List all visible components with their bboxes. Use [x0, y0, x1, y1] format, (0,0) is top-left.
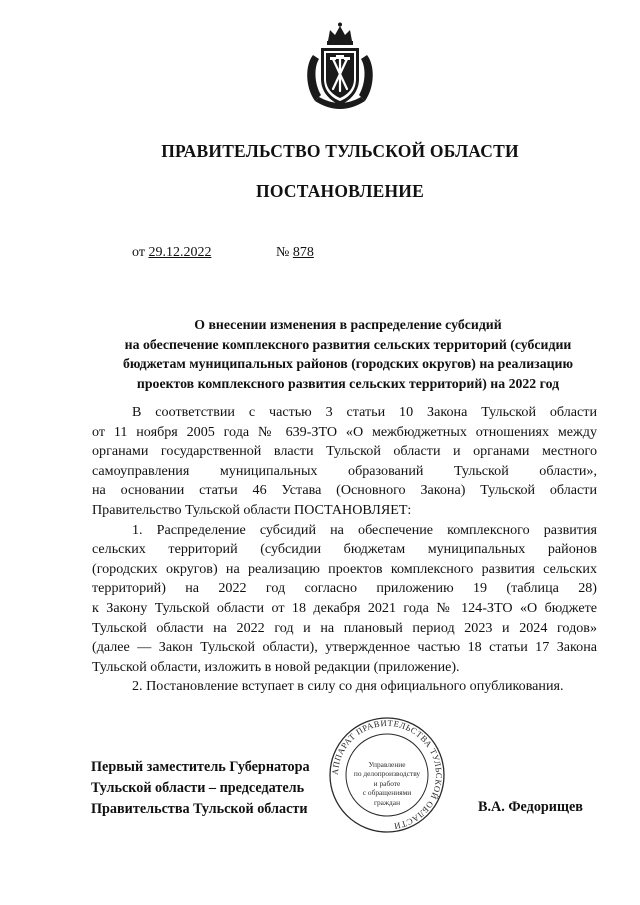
body-line: от 11 ноября 2005 года № 639-ЗТО «О межбюджетных отношениях между	[92, 423, 597, 440]
body-line: на основании статьи 46 Устава (Основного Закона) Тульской области	[92, 482, 597, 499]
date-number-line	[132, 245, 314, 261]
number-prefix: №	[276, 245, 290, 260]
subject-line: на обеспечение комплексного развития сельских территорий (субсидии	[124, 336, 572, 352]
body-line: (городских округов) на реализацию проектов комплексного развития сельских	[92, 560, 597, 577]
body-line: органами государственной власти Тульской области и органами местного	[92, 443, 597, 460]
date-prefix: от	[132, 245, 145, 260]
position-line: Первый заместитель Губернатора	[91, 759, 310, 775]
document-date: 29.12.2022	[148, 245, 212, 260]
stamp-line: Управление	[368, 760, 406, 769]
stamp-line: граждан	[373, 797, 401, 807]
document-subject	[86, 315, 610, 393]
document-number: 878	[292, 245, 314, 260]
body-line: самоуправления муниципальных образований Тульской области»,	[92, 462, 597, 479]
signatory-name: В.А. Федорищев	[478, 799, 583, 815]
subject-line: О внесении изменения в распределение субсидий	[194, 317, 502, 332]
body-line: 1. Распределение субсидий на обеспечение комплексного развития	[132, 521, 597, 538]
body-line: В соответствии с частью 3 статьи 10 Закона Тульской области	[132, 404, 597, 420]
body-line: Тульской области на 2022 год и на плановый период 2023 и 2024 годов»	[92, 619, 597, 636]
document-body	[92, 403, 597, 697]
body-line: (далее — Закон Тульской области), утвержденное частью 18 статьи 17 Закона	[92, 639, 597, 656]
body-line: к Закону Тульской области от 18 декабря 2021 года № 124-ЗТО «О бюджете	[92, 599, 597, 616]
stamp-center-text	[343, 760, 431, 807]
body-line: Тульской области, изложить в новой редакции (приложение).	[92, 658, 460, 675]
stamp-line: и работе	[373, 778, 401, 788]
tula-coat-of-arms-emblem	[299, 21, 381, 116]
stamp-line: с обращениями	[362, 788, 412, 798]
stamp-ring-text: АППАРАТ ПРАВИТЕЛЬСТВА ТУЛЬСКОЙ ОБЛАСТИ	[329, 717, 445, 832]
signatory-position	[91, 757, 310, 820]
position-line: Тульской области – председатель	[91, 780, 305, 796]
position-line: Правительства Тульской области	[91, 801, 308, 817]
body-line: территорий) на 2022 год согласно приложению 19 (таблица 28)	[92, 580, 597, 597]
subject-line: проектов комплексного развития сельских территорий) на 2022 год	[136, 375, 560, 391]
body-line: сельских территорий (субсидии бюджетам муниципальных районов	[92, 541, 597, 558]
organization-title: ПРАВИТЕЛЬСТВО ТУЛЬСКОЙ ОБЛАСТИ	[161, 141, 519, 161]
body-line: 2. Постановление вступает в силу со дня официального опубликования.	[132, 678, 564, 695]
document-type-title: ПОСТАНОВЛЕНИЕ	[256, 181, 424, 201]
subject-line: бюджетам муниципальных районов (городских округов) на реализацию	[122, 356, 574, 371]
stamp-line: по делопроизводству	[353, 769, 421, 779]
body-line: Правительство Тульской области ПОСТАНОВЛЯЕТ:	[92, 501, 412, 518]
